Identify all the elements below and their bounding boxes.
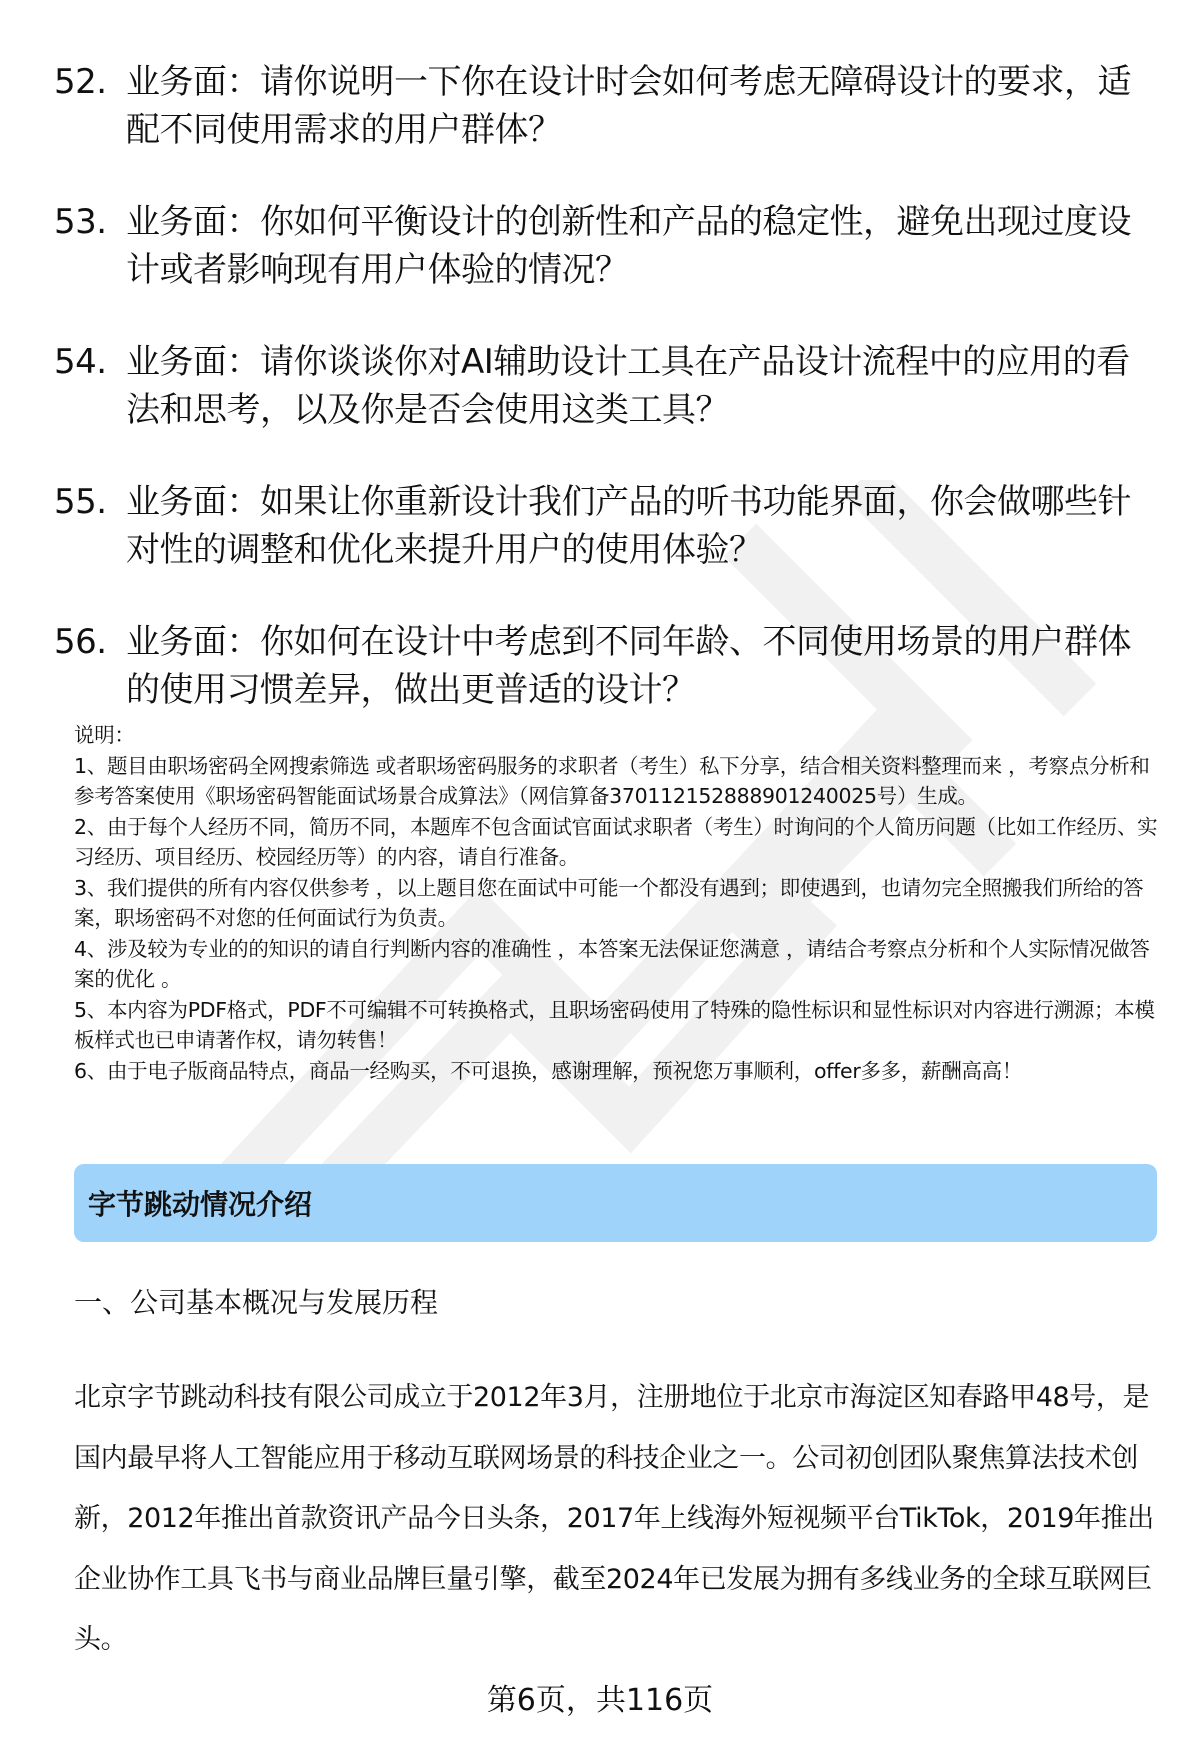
section-banner <box>74 1164 1157 1242</box>
note-item: 2、由于每个人经历不同，简历不同，本题库不包含面试官面试求职者（考生）时询问的个人简历问题（比如工作经历、实习经历、项目经历、校园经历等）的内容，请自行准备。 <box>74 814 1158 869</box>
note-item: 4、涉及较为专业的的知识的请自行判断内容的准确性 ，本答案无法保证您满意 ，请结合考察点分析和个人实际情况做答案的优化 。 <box>74 936 1150 991</box>
question-list <box>54 58 1154 758</box>
question-item <box>54 338 1154 434</box>
page-indicator: 第6页，共116页 <box>486 1683 714 1718</box>
company-overview-paragraph: 北京字节跳动科技有限公司成立于2012年3月，注册地位于北京市海淀区知春路甲48号，是国内最早将人工智能应用于移动互联网场景的科技企业之一。公司初创团队聚焦算法技术创新，2012年推出首款资讯产品今日头条，2017年上线海外短视频平台TikTok，2019年推出企业协作工具飞书与商业品牌巨量引擎，截至2024年已发展为拥有多线业务的全球互联网巨头。 <box>74 1382 1154 1655</box>
question-text: 业务面：你如何在设计中考虑到不同年龄、不同使用场景的用户群体的使用习惯差异，做出更普适的设计？ <box>126 622 1131 710</box>
question-text: 业务面：请你谈谈你对AI辅助设计工具在产品设计流程中的应用的看法和思考，以及你是否会使用这类工具？ <box>126 342 1130 430</box>
question-text: 业务面：你如何平衡设计的创新性和产品的稳定性，避免出现过度设计或者影响现有用户体验的情况？ <box>126 202 1131 290</box>
question-number: 52. <box>54 62 107 102</box>
question-number: 56. <box>54 622 107 662</box>
question-number: 53. <box>54 202 107 242</box>
note-item: 6、由于电子版商品特点，商品一经购买，不可退换，感谢理解，预祝您万事顺利，offer多多，薪酬高高！ <box>74 1058 1023 1083</box>
question-text: 业务面：如果让你重新设计我们产品的听书功能界面，你会做哪些针对性的调整和优化来提升用户的使用体验？ <box>126 482 1131 570</box>
question-item <box>54 58 1154 154</box>
disclaimer-notes <box>74 720 1164 1086</box>
note-item: 5、本内容为PDF格式，PDF不可编辑不可转换格式，且职场密码使用了特殊的隐性标识和显性标识对内容进行溯源；本模板样式也已申请著作权，请勿转售！ <box>74 997 1155 1052</box>
question-number: 55. <box>54 482 107 522</box>
question-item <box>54 478 1154 574</box>
section-subheading: 一、公司基本概况与发展历程 <box>74 1286 439 1319</box>
section-title: 字节跳动情况介绍 <box>88 1188 313 1221</box>
question-item <box>54 618 1154 714</box>
question-text: 业务面：请你说明一下你在设计时会如何考虑无障碍设计的要求，适配不同使用需求的用户群体？ <box>126 62 1131 150</box>
note-item: 1、题目由职场密码全网搜索筛选 或者职场密码服务的求职者（考生）私下分享，结合相关资料整理而来 ，考察点分析和参考答案使用《职场密码智能面试场景合成算法》（网信算备370112152888901240025号）生成。 <box>74 753 1150 808</box>
note-item: 3、我们提供的所有内容仅供参考 ，以上题目您在面试中可能一个都没有遇到；即使遇到，也请勿完全照搬我们所给的答案，职场密码不对您的任何面试行为负责。 <box>74 875 1144 930</box>
notes-title: 说明： <box>74 723 135 747</box>
question-item <box>54 198 1154 294</box>
question-number: 54. <box>54 342 107 382</box>
